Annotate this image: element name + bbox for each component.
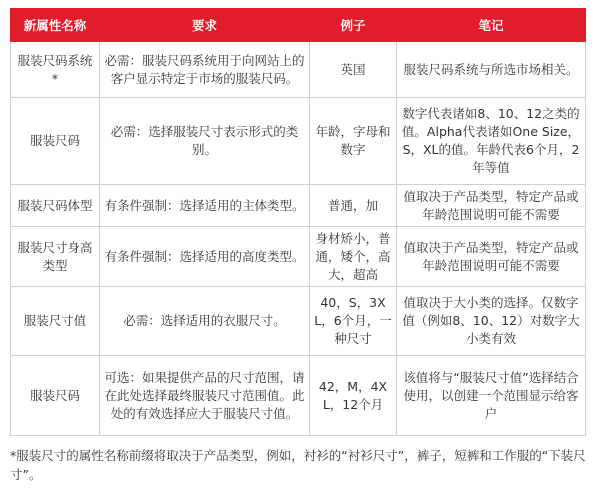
cell-requirement: 必需：服装尺码系统用于向网站上的客户显示特定于市场的服装尺码。 bbox=[100, 42, 310, 98]
cell-notes: 服装尺码系统与所选市场相关。 bbox=[397, 42, 586, 98]
cell-requirement: 必需：选择适用的衣服尺寸。 bbox=[100, 287, 310, 356]
cell-notes: 数字代表诸如8、10、12之类的值。Alpha代表诸如One Size，S，XL的值。年龄代表6个月，2年等值 bbox=[397, 98, 586, 185]
table-row bbox=[11, 356, 586, 436]
cell-attribute-name: 服装尺寸身高类型 bbox=[11, 227, 100, 287]
cell-notes: 值取决于大小类的选择。仅数字值（例如8、10、12）对数字大小类有效 bbox=[397, 287, 586, 356]
cell-requirement: 可选：如果提供产品的尺寸范围，请在此处选择最终服装尺寸范围值。此处的有效选择应大于服装尺寸值。 bbox=[100, 356, 310, 436]
size-attribute-table bbox=[10, 8, 586, 436]
cell-example: 身材矫小，普通，矮个，高大，超高 bbox=[310, 227, 397, 287]
cell-attribute-name: 服装尺寸值 bbox=[11, 287, 100, 356]
cell-example: 年龄，字母和数字 bbox=[310, 98, 397, 185]
cell-example: 42，M，4XL，12个月 bbox=[310, 356, 397, 436]
cell-attribute-name: 服装尺码 bbox=[11, 356, 100, 436]
header-notes: 笔记 bbox=[397, 9, 586, 42]
table-row bbox=[11, 185, 586, 227]
attribute-table-container bbox=[10, 8, 585, 436]
table-row bbox=[11, 42, 586, 98]
cell-notes: 该值将与“服装尺寸值”选择结合使用，以创建一个范围显示给客户 bbox=[397, 356, 586, 436]
cell-requirement: 必需：选择服装尺寸表示形式的类别。 bbox=[100, 98, 310, 185]
cell-notes: 值取决于产品类型，特定产品或年龄范围说明可能不需要 bbox=[397, 227, 586, 287]
table-header-row bbox=[11, 9, 586, 42]
table-row bbox=[11, 98, 586, 185]
cell-requirement: 有条件强制：选择适用的高度类型。 bbox=[100, 227, 310, 287]
header-attribute-name: 新属性名称 bbox=[11, 9, 100, 42]
header-example: 例子 bbox=[310, 9, 397, 42]
cell-example: 英国 bbox=[310, 42, 397, 98]
table-row bbox=[11, 287, 586, 356]
footnote: *服装尺寸的属性名称前缀将取决于产品类型，例如，衬衫的“衬衫尺寸”，裤子，短裤和工作服的“下装尺寸”。 bbox=[10, 448, 586, 482]
cell-attribute-name: 服装尺码系统* bbox=[11, 42, 100, 98]
cell-attribute-name: 服装尺码 bbox=[11, 98, 100, 185]
table-row bbox=[11, 227, 586, 287]
cell-example: 普通，加 bbox=[310, 185, 397, 227]
cell-attribute-name: 服装尺码体型 bbox=[11, 185, 100, 227]
cell-notes: 值取决于产品类型，特定产品或年龄范围说明可能不需要 bbox=[397, 185, 586, 227]
header-requirement: 要求 bbox=[100, 9, 310, 42]
cell-example: 40，S，3XL，6个月，一种尺寸 bbox=[310, 287, 397, 356]
cell-requirement: 有条件强制：选择适用的主体类型。 bbox=[100, 185, 310, 227]
